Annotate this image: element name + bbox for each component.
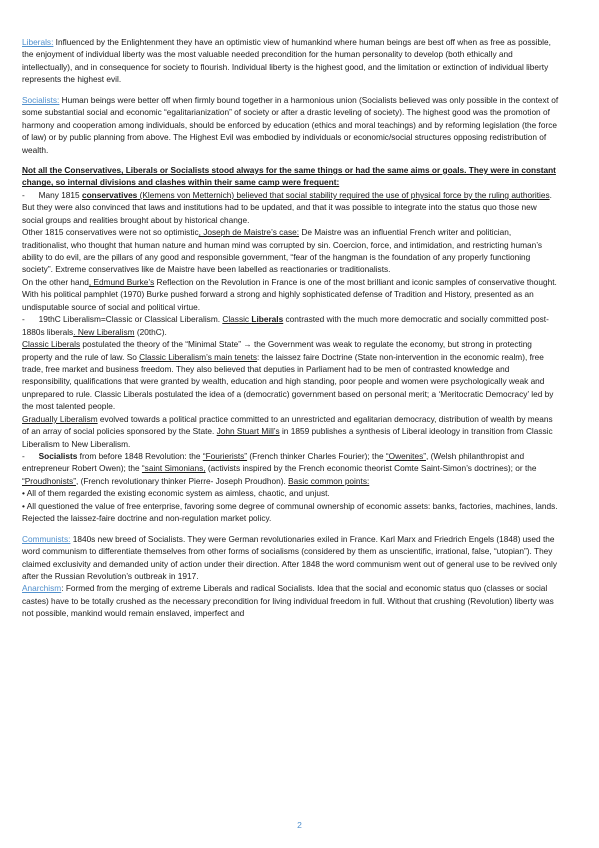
early-socialists-t4: (activists inspired by the French economic theorist Comte Saint-Simon’s doctrines); or the — [205, 463, 537, 474]
demaistre-link: , Joseph de Maistre’s case: — [198, 227, 300, 238]
classic-text3: : the laissez faire Doctrine (State non-intervention in the economic realm), free trade, free market and business freedom. They also believed that deputies in Parliament had to be men of contrasted knowledge and responsibility, qualifications that were granted by wealth, education and high standing, poor people and women were psychologically weak and unprepared to rule. Classic Liberals postulated the idea of a (democratic) government based on personal merit; a ‘Meritocratic Democracy’ led by the most talented people. — [22, 351, 554, 412]
simonians-link: “saint Simonians, — [141, 463, 206, 474]
proudhonists-link: “Proudhonists” — [22, 475, 76, 486]
bullet-item: • All of them regarded the existing economic system as aimless, chaotic, and unjust. — [22, 488, 330, 499]
early-socialists-t5: , (French revolutionary thinker Pierre- Joseph Proudhon). — [75, 475, 289, 486]
socialists-paragraph — [22, 94, 559, 156]
liberalism-dash: - — [22, 314, 25, 325]
anarchism-term: Anarchism — [22, 583, 62, 594]
anarchism-paragraph — [22, 582, 559, 619]
conservatives-dash: - — [22, 189, 25, 200]
gradual-text1: evolved towards a political practice committed to an unrestricted and egalitarian democracy, distribution of wealth by means of an array of social policies sponsored by the State. — [22, 413, 553, 437]
section-heading: Not all the Conservatives, Liberals or Socialists stood always for the same things or had the same aims or goals. They were in constant change, so internal divisions and clashes within their same camp were frequent: — [22, 164, 556, 188]
early-socialists-t3: , (Welsh philanthropist and entrepreneur Robert Owen); the — [22, 451, 525, 474]
arrow-icon: → — [243, 339, 252, 350]
burke-lead: On the other hand — [22, 276, 89, 287]
page-number: 2 — [297, 820, 302, 830]
liberals-paragraph — [22, 36, 559, 86]
socialists-text: Human beings were better off when firmly bound together in a harmonious union (Socialists believed was only possible in the context of some substantial social and economic “egalitarianization” of society or after a drastic leveling of society). The highest good was the promotion of harmony and cooperation among individuals, should be enforced by education (ethics and moral teachings) and by reforming legislation (the force of law) or by public planning from above. The Highest Evil was embodied by individuals or economic/social structures opposing redistribution of wealth. — [22, 94, 559, 155]
anarchism-text: : Formed from the merging of extreme Liberals and radical Socialists. Idea that the social and economic status quo (classes or social castes) have to be totally crushed as the necessary precondition for living individual freedom in full. Without that crushing (Revolution) liberty was not possible, mankind would remain enslaved, imperfect and — [22, 583, 554, 619]
demaistre-rest: De Maistre was an influential French writer and politician, traditionalist, who thought that human nature and human mind was corrupted by sin. Coercion, force, and intimidation, and restricting human’s ability to do evil, are the pillars of any good and responsible government, “fear of the hangman is the foundation of any properly functioning society”. Extreme conservatives like de Maistre have been labelled as reactionaries or traditionalists. — [22, 227, 543, 275]
conservatives-paragraph — [22, 189, 559, 226]
mill-link: John Stuart Mill’s — [216, 426, 280, 437]
burke-rest: Reflection on the Revolution in France is one of the most brilliant and iconic samples of conservative thought. With his political pamphlet (1970) Burke pushed forward a strong and highly sophisticated defense of Tradition and History, presented as an undisputable source of social and political virtue. — [22, 276, 557, 312]
liberalism-liberals: Liberals — [251, 314, 284, 325]
classic-liberals-term: Classic Liberals — [22, 339, 81, 350]
common-points-label: Basic common points: — [288, 475, 370, 486]
early-socialists-t1: from before 1848 Revolution: the — [77, 451, 203, 461]
liberalism-lead: 19thC Liberalism=Classic or Classical Liberalism. — [24, 314, 223, 325]
owenites-link: “Owenites” — [385, 451, 426, 461]
conservatives-term: conservatives — [81, 189, 138, 200]
liberals-colon: : — [51, 37, 54, 47]
classic-text2: the Government was weak to regulate the economy, but strong in protecting property and the rule of law. So — [22, 339, 532, 362]
communists-term: Communists: — [22, 533, 71, 544]
liberals-term: Liberals — [22, 37, 52, 47]
conservatives-lead: Many 1815 — [24, 189, 82, 200]
burke-link: , Edmund Burke’s — [88, 276, 155, 287]
liberalism-tail: (20thC). — [134, 326, 167, 337]
classic-liberals-paragraph — [22, 338, 559, 413]
early-socialists-lead — [25, 451, 39, 461]
gradual-text2: in 1859 publishes a synthesis of Liberal ideology in transition from Classic Liberalism to New Liberalism. — [22, 426, 553, 449]
socialists-colon: : — [57, 94, 60, 105]
classic-tenets: Classic Liberalism’s main tenets — [139, 351, 258, 362]
gradual-term: Gradually Liberalism — [22, 413, 98, 424]
demaistre-lead: Other 1815 conservatives were not so optimistic — [22, 227, 199, 238]
burke-paragraph — [22, 276, 559, 313]
gradual-paragraph — [22, 413, 559, 450]
fourierists-link: “Fourierists” — [202, 451, 248, 461]
communists-text: 1840s new breed of Socialists. They were German revolutionaries exiled in France. Karl Marx and Friedrich Engels (1848) used the word communism to differentiate themselves from other forms of socialisms (considered by them as unscientific, irrational, false, “utopian”). They claimed exclusivity and demanded unity of action under their direction. After 1848 the word communism went out of general use to be revived only after the Russian Revolution’s outbreak in 1917. — [22, 533, 557, 581]
bullet-item: • All questioned the value of free enterprise, favoring some degree of communal ownership of economic assets: banks, factories, machines, lands. Rejected the laissez-faire doctrine and non-regulation market policy. — [22, 500, 558, 524]
early-socialists-term: Socialists — [38, 451, 78, 461]
liberalism-classic: Classic — [222, 314, 252, 325]
communists-paragraph — [22, 533, 559, 583]
early-socialists-t2: (French thinker Charles Fourier); the — [247, 451, 386, 461]
conservatives-term-paren: (Klemens von Metternich) believed that social stability required the use of physical force by the ruling authorities — [137, 189, 550, 200]
classic-text1: postulated the theory of the “Minimal State” — [80, 339, 244, 350]
liberalism-paragraph — [22, 313, 559, 338]
liberals-text: Influenced by the Enlightenment they have an optimistic view of humankind where human beings are best off when as free as possible, the enjoyment of individual liberty was the most valuable needed precondition for the human personality to develop (both ethically and intellectually), and in consequence for society to flourish. Individual liberty is the highest good, and the limitation or extinction of individual liberty represents the highest evil. — [22, 37, 551, 85]
demaistre-paragraph — [22, 226, 559, 276]
liberalism-mid: contrasted with the much more democratic and socially committed post-1880s liberals — [22, 314, 549, 337]
liberalism-newlib: . New Liberalism — [73, 326, 135, 337]
early-socialists-paragraph — [22, 450, 559, 487]
conservatives-rest: . But they were also convinced that laws and institutions had to be updated, and that it was possible to integrate into the status quo those new social groups and realities brought about by historical change. — [22, 189, 552, 225]
socialists-term: Socialists — [22, 94, 58, 105]
early-socialists-dash: - — [22, 451, 25, 461]
